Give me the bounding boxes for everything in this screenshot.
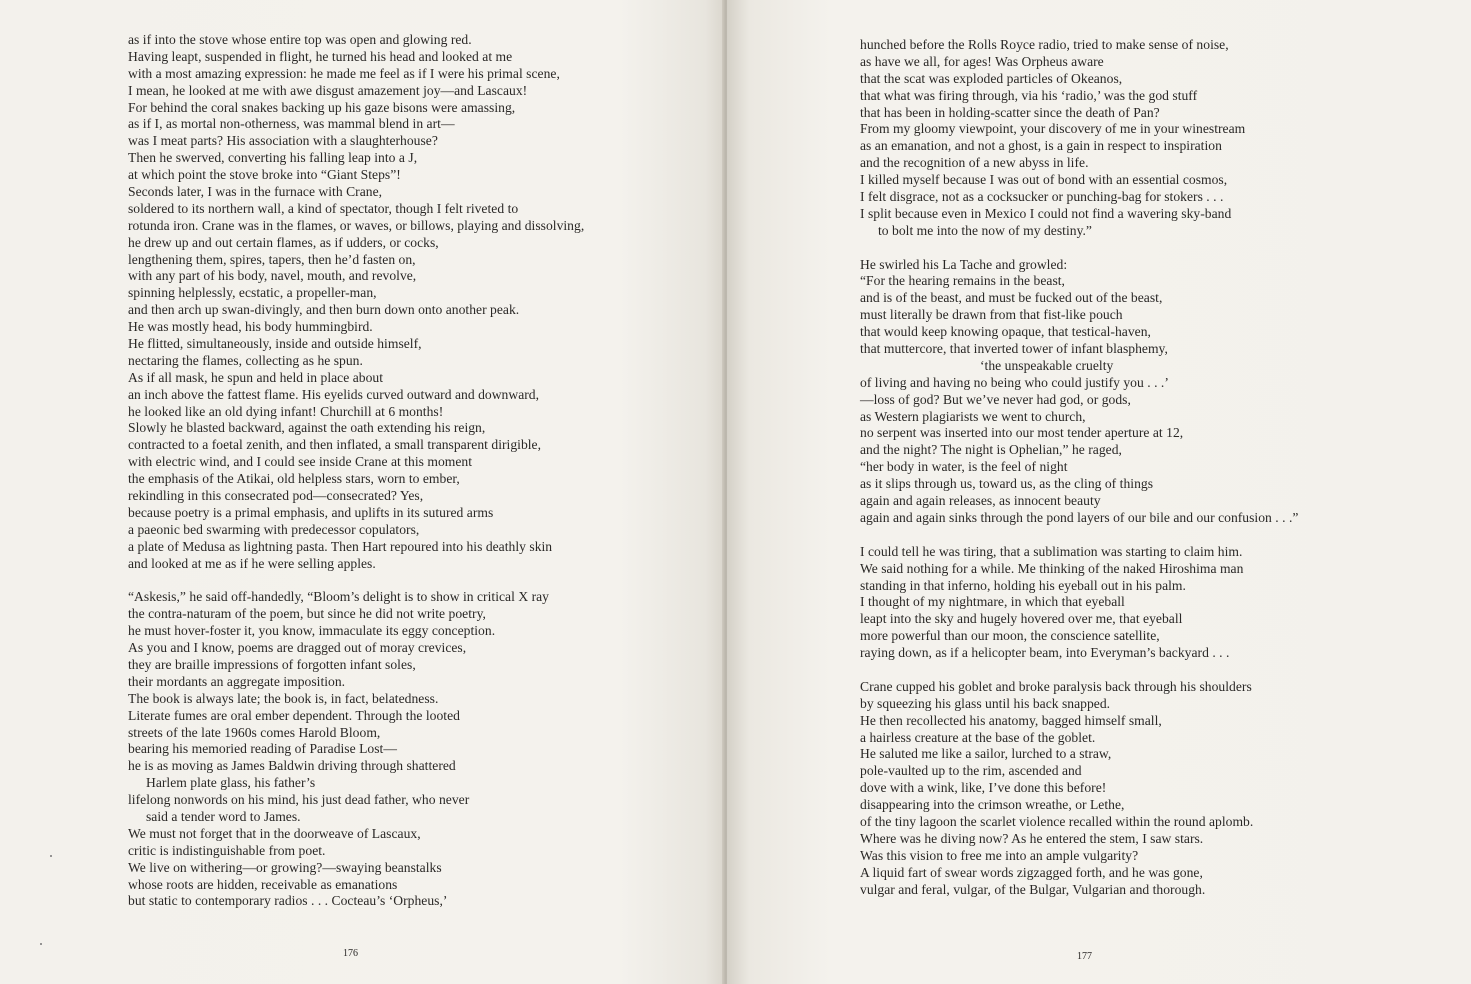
text-line: rekindling in this consecrated pod—consecrated? Yes, [128, 488, 424, 504]
text-line: bearing his memoried reading of Paradise Lost— [128, 741, 397, 757]
stanza-break [860, 662, 1298, 679]
text-line: Seconds later, I was in the furnace with Crane, [128, 184, 383, 200]
text-line: Was this vision to free me into an ample vulgarity? [860, 847, 1139, 863]
text-line: as Western plagiarists we went to church, [860, 408, 1086, 424]
left-page [0, 0, 727, 984]
text-line: Crane cupped his goblet and broke paralysis back through his shoulders [860, 678, 1252, 694]
text-line: whose roots are hidden, receivable as emanations [128, 876, 398, 892]
text-line: The book is always late; the book is, in fact, belatedness. [128, 690, 439, 706]
text-line: as if I, as mortal non-otherness, was mammal blend in art— [128, 116, 455, 132]
text-line: I felt disgrace, not as a cocksucker or punching-bag for stokers . . . [860, 189, 1224, 205]
text-line: with electric wind, and I could see inside Crane at this moment [128, 454, 473, 470]
text-line: they are braille impressions of forgotten infant soles, [128, 656, 416, 672]
text-line: dove with a wink, like, I’ve done this before! [860, 780, 1107, 796]
text-line: that the scat was exploded particles of Okeanos, [860, 70, 1123, 86]
text-line: he must hover-foster it, you know, immaculate its eggy conception. [128, 623, 496, 639]
right-page-text [860, 37, 1298, 898]
text-line: He swirled his La Tache and growled: [860, 256, 1068, 272]
text-line: he looked like an old dying infant! Churchill at 6 months! [128, 403, 444, 419]
text-line: contracted to a foetal zenith, and then inflated, a small transparent dirigible, [128, 437, 542, 453]
text-line: the contra-naturam of the poem, but since he did not write poetry, [128, 606, 486, 622]
text-line: lengthening them, spires, tapers, then he’d fasten on, [128, 251, 416, 267]
text-line: and the recognition of a new abyss in life. [860, 155, 1089, 171]
text-line: leapt into the sky and hugely hovered over me, that eyeball [860, 611, 1183, 627]
text-line: As if all mask, he spun and held in place about [128, 369, 384, 385]
text-line: a plate of Medusa as lightning pasta. Then Hart repoured into his deathly skin [128, 538, 553, 554]
text-line: I mean, he looked at me with awe disgust amazement joy—and Lascaux! [128, 82, 528, 98]
text-line: vulgar and feral, vulgar, of the Bulgar, Vulgarian and thorough. [860, 881, 1206, 897]
text-line: ‘the unspeakable cruelty [980, 357, 1114, 373]
text-line: Harlem plate glass, his father’s [146, 775, 316, 791]
text-line: pole-vaulted up to the rim, ascended and [860, 763, 1082, 779]
text-line: that what was firing through, via his ‘radio,’ was the god stuff [860, 87, 1198, 103]
text-line: disappearing into the crimson wreathe, or Lethe, [860, 797, 1125, 813]
text-line: a paeonic bed swarming with predecessor copulators, [128, 521, 420, 537]
text-line: as have we all, for ages! Was Orpheus aware [860, 53, 1104, 69]
text-line: A liquid fart of swear words zigzagged forth, and he was gone, [860, 864, 1203, 880]
text-line: He flitted, simultaneously, inside and outside himself, [128, 336, 422, 352]
text-line: He saluted me like a sailor, lurched to a straw, [860, 746, 1112, 762]
text-line: —loss of god? But we’ve never had god, or gods, [860, 391, 1131, 407]
text-line: We must not forget that in the doorweave of Lascaux, [128, 825, 421, 841]
text-line: I killed myself because I was out of bond with an essential cosmos, [860, 172, 1228, 188]
text-line: was I meat parts? His association with a slaughterhouse? [128, 133, 438, 149]
text-line: no serpent was inserted into our most tender aperture at 12, [860, 425, 1184, 441]
text-line: he drew up and out certain flames, as if udders, or cocks, [128, 234, 439, 250]
text-line: must literally be drawn from that fist-like pouch [860, 307, 1123, 323]
text-line: We said nothing for a while. Me thinking of the naked Hiroshima man [860, 560, 1244, 576]
text-line: I split because even in Mexico I could not find a wavering sky-band [860, 205, 1232, 221]
text-line: by squeezing his glass until his back snapped. [860, 695, 1111, 711]
stanza-break [860, 240, 1298, 257]
text-line: Slowly he blasted backward, against the oath extending his reign, [128, 420, 486, 436]
text-line: he is as moving as James Baldwin driving through shattered [128, 758, 456, 774]
text-line: of living and having no being who could justify you . . .’ [860, 374, 1169, 390]
text-line: again and again releases, as innocent beauty [860, 493, 1101, 509]
text-line: I thought of my nightmare, in which that eyeball [860, 594, 1125, 610]
text-line: but static to contemporary radios . . . Cocteau’s ‘Orpheus,’ [128, 893, 448, 909]
text-line: Where was he diving now? As he entered the stem, I saw stars. [860, 830, 1204, 846]
text-line: at which point the stove broke into “Giant Steps”! [128, 167, 401, 183]
text-line: soldered to its northern wall, a kind of spectator, though I felt riveted to [128, 200, 519, 216]
right-page-number: 177 [1077, 951, 1092, 962]
text-line: said a tender word to James. [146, 808, 301, 824]
text-line: an inch above the fattest flame. His eyelids curved outward and downward, [128, 386, 540, 402]
text-line: I could tell he was tiring, that a sublimation was starting to claim him. [860, 543, 1243, 559]
text-line: hunched before the Rolls Royce radio, tried to make sense of noise, [860, 37, 1229, 52]
text-line: that would keep knowing opaque, that testical-haven, [860, 324, 1151, 340]
left-page-number: 176 [343, 948, 358, 959]
text-line: of the tiny lagoon the scarlet violence recalled within the round aplomb. [860, 813, 1254, 829]
text-line: with any part of his body, navel, mouth, and revolve, [128, 268, 417, 284]
text-line: that muttercore, that inverted tower of infant blasphemy, [860, 341, 1168, 357]
text-line: and then arch up swan-divingly, and then burn down onto another peak. [128, 302, 520, 318]
text-line: a hairless creature at the base of the goblet. [860, 729, 1096, 745]
text-line: because poetry is a primal emphasis, and uplifts in its sutured arms [128, 504, 494, 520]
text-line: Then he swerved, converting his falling leap into a J, [128, 150, 418, 166]
text-line: “Askesis,” he said off-handedly, “Bloom’s delight is to show in critical X ray [128, 589, 549, 605]
text-line: raying down, as if a helicopter beam, into Everyman’s backyard . . . [860, 645, 1230, 661]
text-line: standing in that inferno, holding his eyeball out in his palm. [860, 577, 1186, 593]
speck [40, 943, 42, 945]
text-line: rotunda iron. Crane was in the flames, or waves, or billows, playing and dissolving, [128, 217, 585, 233]
text-line: that has been in holding-scatter since the death of Pan? [860, 104, 1160, 120]
right-page [727, 0, 1471, 984]
text-line: Having leapt, suspended in flight, he turned his head and looked at me [128, 48, 513, 64]
stanza-break [128, 573, 584, 590]
text-line: Literate fumes are oral ember dependent. Through the looted [128, 707, 460, 723]
text-line: again and again sinks through the pond layers of our bile and our confusion . . .” [860, 509, 1299, 525]
text-line: streets of the late 1960s comes Harold Bloom, [128, 724, 381, 740]
left-page-text [128, 32, 584, 910]
text-line: nectaring the flames, collecting as he spun. [128, 352, 363, 368]
text-line: as an emanation, and not a ghost, is a gain in respect to inspiration [860, 138, 1222, 154]
text-line: We live on withering—or growing?—swaying beanstalks [128, 859, 442, 875]
text-line: “For the hearing remains in the beast, [860, 273, 1065, 289]
text-line: and looked at me as if he were selling apples. [128, 555, 376, 571]
text-line: the emphasis of the Atikai, old helpless stars, worn to ember, [128, 471, 460, 487]
speck [50, 855, 52, 857]
text-line: critic is indistinguishable from poet. [128, 842, 326, 858]
stanza-break [860, 527, 1298, 544]
text-line: He then recollected his anatomy, bagged himself small, [860, 712, 1162, 728]
text-line: to bolt me into the now of my destiny.” [878, 222, 1092, 238]
text-line: as it slips through us, toward us, as the cling of things [860, 476, 1154, 492]
text-line: and the night? The night is Ophelian,” he raged, [860, 442, 1122, 458]
text-line: their mordants an aggregate imposition. [128, 673, 346, 689]
text-line: as if into the stove whose entire top was open and glowing red. [128, 32, 472, 47]
text-line: “her body in water, is the feel of night [860, 459, 1068, 475]
text-line: and is of the beast, and must be fucked out of the beast, [860, 290, 1163, 306]
text-line: with a most amazing expression: he made me feel as if I were his primal scene, [128, 65, 560, 81]
text-line: For behind the coral snakes backing up his gaze bisons were amassing, [128, 99, 516, 115]
text-line: From my gloomy viewpoint, your discovery of me in your winestream [860, 121, 1246, 137]
text-line: As you and I know, poems are dragged out of moray crevices, [128, 640, 467, 656]
text-line: spinning helplessly, ecstatic, a propeller-man, [128, 285, 377, 301]
text-line: lifelong nonwords on his mind, his just dead father, who never [128, 792, 470, 808]
text-line: He was mostly head, his body hummingbird. [128, 319, 373, 335]
text-line: more powerful than our moon, the conscience satellite, [860, 628, 1160, 644]
